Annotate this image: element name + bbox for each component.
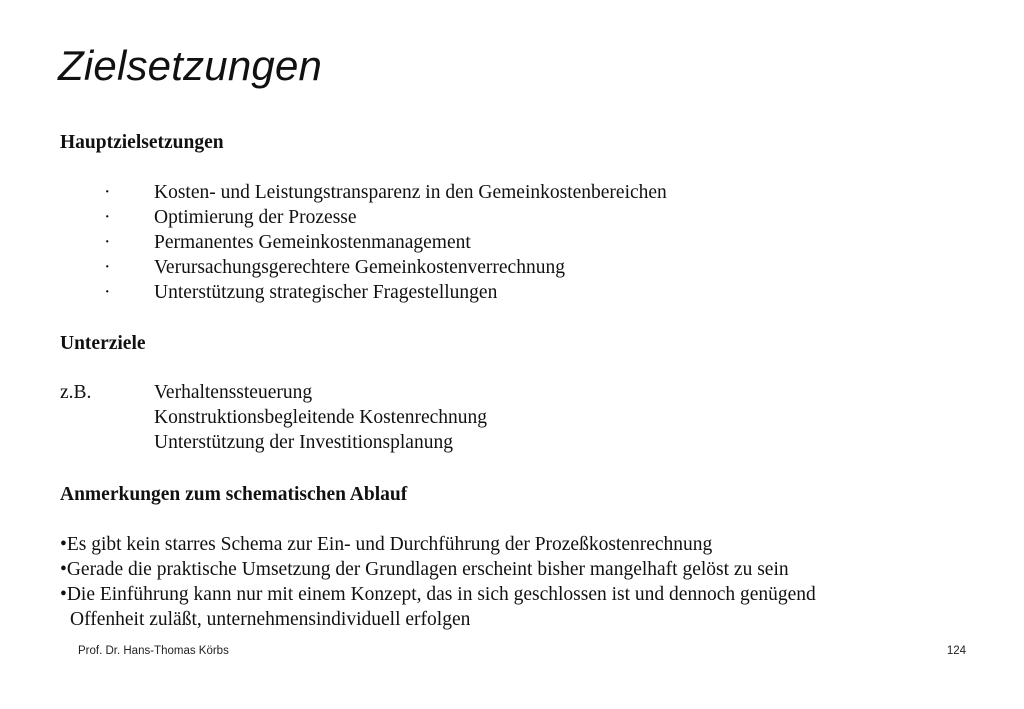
list-item-text: Kosten- und Leistungstransparenz in den Gemeinkostenbereichen bbox=[154, 182, 667, 203]
bullet-icon: · bbox=[104, 232, 111, 253]
list-item bbox=[0, 180, 1024, 205]
example-prefix: z.B. bbox=[60, 382, 92, 403]
main-goals-heading: Hauptzielsetzungen bbox=[60, 132, 224, 153]
main-goals-list bbox=[0, 180, 1024, 305]
list-item-text: Verursachungsgerechtere Gemeinkostenverrechnung bbox=[154, 257, 565, 278]
list-item bbox=[0, 230, 1024, 255]
page-number: 124 bbox=[946, 645, 966, 657]
list-item bbox=[0, 255, 1024, 280]
list-item-text: Permanentes Gemeinkostenmanagement bbox=[154, 232, 471, 253]
sub-goals-heading: Unterziele bbox=[60, 333, 146, 354]
list-item bbox=[0, 205, 1024, 230]
list-item-text: Konstruktionsbegleitende Kostenrechnung bbox=[154, 407, 488, 428]
list-item-text: Verhaltenssteuerung bbox=[154, 382, 313, 403]
bullet-icon: · bbox=[104, 257, 111, 278]
bullet-icon: · bbox=[104, 282, 111, 303]
list-item bbox=[0, 380, 1024, 405]
list-item bbox=[0, 405, 1024, 430]
list-item: •Gerade die praktische Umsetzung der Grundlagen erscheint bisher mangelhaft gelöst zu sein bbox=[60, 559, 789, 580]
slide-title: Zielsetzungen bbox=[58, 42, 323, 89]
list-item bbox=[0, 430, 1024, 455]
list-item-continuation: Offenheit zuläßt, unternehmensindividuell erfolgen bbox=[70, 609, 471, 630]
list-item: •Die Einführung kann nur mit einem Konzept, das in sich geschlossen ist und dennoch genügend bbox=[60, 584, 816, 605]
list-item: •Es gibt kein starres Schema zur Ein- und Durchführung der Prozeßkostenrechnung bbox=[60, 534, 713, 555]
notes-list bbox=[60, 532, 1000, 632]
list-item bbox=[0, 280, 1024, 305]
sub-goals-list bbox=[0, 380, 1024, 455]
bullet-icon: · bbox=[104, 182, 111, 203]
list-item-text: Optimierung der Prozesse bbox=[154, 207, 357, 228]
bullet-icon: · bbox=[104, 207, 111, 228]
notes-heading: Anmerkungen zum schematischen Ablauf bbox=[60, 484, 408, 505]
list-item-text: Unterstützung strategischer Fragestellungen bbox=[154, 282, 498, 303]
list-item-text: Unterstützung der Investitionsplanung bbox=[154, 432, 453, 453]
footer-author: Prof. Dr. Hans-Thomas Körbs bbox=[78, 645, 229, 657]
